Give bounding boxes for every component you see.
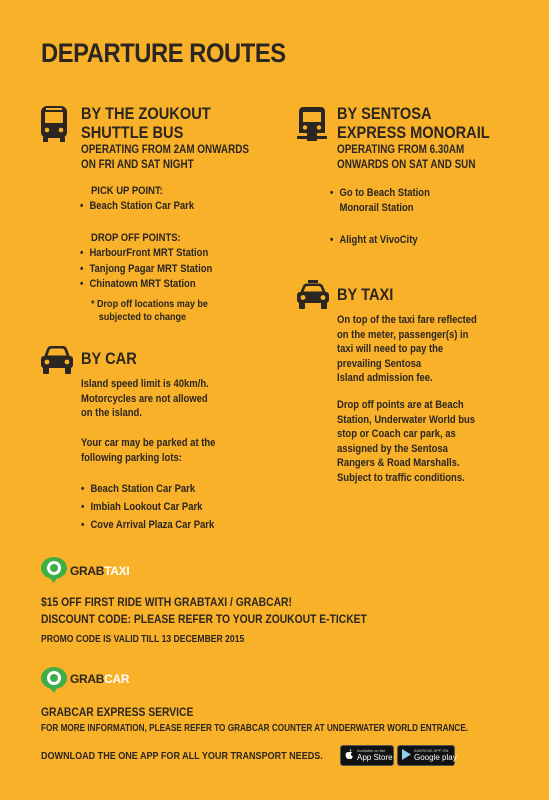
google-play-badge[interactable]: [397, 745, 455, 766]
google-play-label: Google play: [414, 753, 457, 762]
grab-pin-icon: [40, 666, 68, 694]
grabcar-service: GRABCAR EXPRESS SERVICE: [41, 705, 194, 719]
monorail-title-line2: EXPRESS MONORAIL: [337, 123, 490, 142]
download-text: DOWNLOAD THE ONE APP FOR ALL YOUR TRANSPORT NEEDS.: [41, 750, 323, 762]
logo-light-text: TAXI: [104, 564, 130, 578]
car-icon: [40, 345, 74, 380]
taxi-p2-line: assigned by the Sentosa: [337, 442, 448, 455]
taxi-p1-line: on the meter, passenger(s) in: [337, 328, 469, 341]
car-p1-line3: on the island.: [81, 407, 142, 419]
app-store-label: App Store: [357, 753, 393, 762]
promo-line2: DISCOUNT CODE: PLEASE REFER TO YOUR ZOUKOUT E-TICKET: [41, 612, 367, 626]
pickup-label: PICK UP POINT:: [91, 185, 163, 197]
monorail-icon: [297, 105, 327, 146]
car-p1-line2: Motorcycles are not allowed: [81, 392, 208, 405]
dropoff-label: DROP OFF POINTS:: [91, 232, 181, 244]
taxi-p2-line: stop or Coach car park, as: [337, 428, 456, 440]
note-line2: subjected to change: [98, 311, 187, 323]
shuttle-title-line2: SHUTTLE BUS: [81, 123, 184, 142]
shuttle-title: [81, 104, 211, 142]
logo-dark-text: GRAB: [70, 564, 105, 578]
shuttle-operating-line2: ON FRI AND SAT NIGHT: [81, 158, 194, 171]
car-p2-line1: Your car may be parked at the: [81, 437, 216, 449]
dropoff-note: [91, 298, 208, 324]
taxi-icon: [296, 280, 330, 315]
list-item: • Chinatown MRT Station: [80, 277, 212, 293]
taxi-p2-line: Drop off points are at Beach: [337, 399, 464, 411]
taxi-p1-line: taxi will need to pay the: [337, 343, 444, 355]
taxi-p1-line: prevailing Sentosa: [337, 357, 422, 370]
car-paragraph-1: [81, 377, 209, 421]
shuttle-title-line1: BY THE ZOUKOUT: [81, 104, 211, 123]
bus-icon: [40, 104, 68, 147]
taxi-p1-line: Island admission fee.: [337, 372, 433, 384]
grabcar-info: FOR MORE INFORMATION, PLEASE REFER TO GRABCAR COUNTER AT UNDERWATER WORLD ENTRANCE.: [41, 722, 469, 734]
monorail-title: [337, 104, 490, 142]
list-item: • Alight at VivoCity: [330, 233, 430, 248]
monorail-title-line1: BY SENTOSA: [337, 104, 432, 123]
pickup-list: [80, 199, 194, 214]
parking-list: [81, 480, 214, 534]
shuttle-operating-line1: OPERATING FROM 2AM ONWARDS: [81, 144, 249, 156]
promo-line1: $15 OFF FIRST RIDE WITH GRABTAXI / GRABCAR!: [41, 595, 292, 609]
google-play-small-text: ANDROID APP ON: [414, 748, 449, 753]
dropoff-list: [80, 246, 212, 293]
taxi-paragraph-2: [337, 398, 475, 485]
list-item: • Beach Station Car Park: [81, 480, 214, 498]
taxi-title: BY TAXI: [337, 285, 394, 304]
list-item: • HarbourFront MRT Station: [80, 246, 212, 262]
promo-valid: PROMO CODE IS VALID TILL 13 DECEMBER 2015: [41, 634, 245, 645]
list-item: • Tanjong Pagar MRT Station: [80, 262, 212, 278]
note-line1: * Drop off locations may be: [91, 298, 208, 310]
car-p2-line2: following parking lots:: [81, 451, 182, 464]
taxi-p2-line: Subject to traffic conditions.: [337, 471, 465, 484]
page-title: DEPARTURE ROUTES: [41, 38, 286, 68]
list-item: • Imbiah Lookout Car Park: [81, 498, 214, 516]
logo-light-text: CAR: [104, 672, 130, 686]
monorail-operating-line1: OPERATING FROM 6.30AM: [337, 144, 465, 156]
shuttle-operating: [81, 143, 249, 172]
monorail-list: [330, 186, 430, 248]
taxi-p2-line: Station, Underwater World bus: [337, 413, 476, 426]
taxi-paragraph-1: [337, 313, 477, 386]
car-title: BY CAR: [81, 349, 137, 368]
car-p1-line1: Island speed limit is 40km/h.: [81, 378, 209, 390]
apple-icon: [345, 749, 354, 760]
taxi-p2-line: Rangers & Road Marshalls.: [337, 457, 460, 469]
monorail-item1-line1: • Go to Beach Station: [339, 187, 430, 199]
grabcar-wordmark: [70, 672, 129, 686]
play-icon: [402, 749, 411, 760]
monorail-operating: [337, 143, 475, 172]
grab-pin-icon: [40, 556, 68, 584]
taxi-p1-line: On top of the taxi fare reflected: [337, 314, 477, 326]
list-item: • Cove Arrival Plaza Car Park: [81, 516, 214, 534]
list-item: [330, 186, 430, 215]
app-store-small-text: Available on the: [357, 748, 386, 753]
logo-dark-text: GRAB: [70, 672, 105, 686]
grabtaxi-wordmark: [70, 564, 129, 578]
list-item: • Beach Station Car Park: [80, 199, 194, 214]
app-store-badge[interactable]: [340, 745, 394, 766]
car-paragraph-2: [81, 436, 215, 465]
promo-text: [41, 594, 367, 628]
monorail-operating-line2: ONWARDS ON SAT AND SUN: [337, 158, 476, 171]
monorail-item1-line2: Monorail Station: [339, 201, 414, 214]
